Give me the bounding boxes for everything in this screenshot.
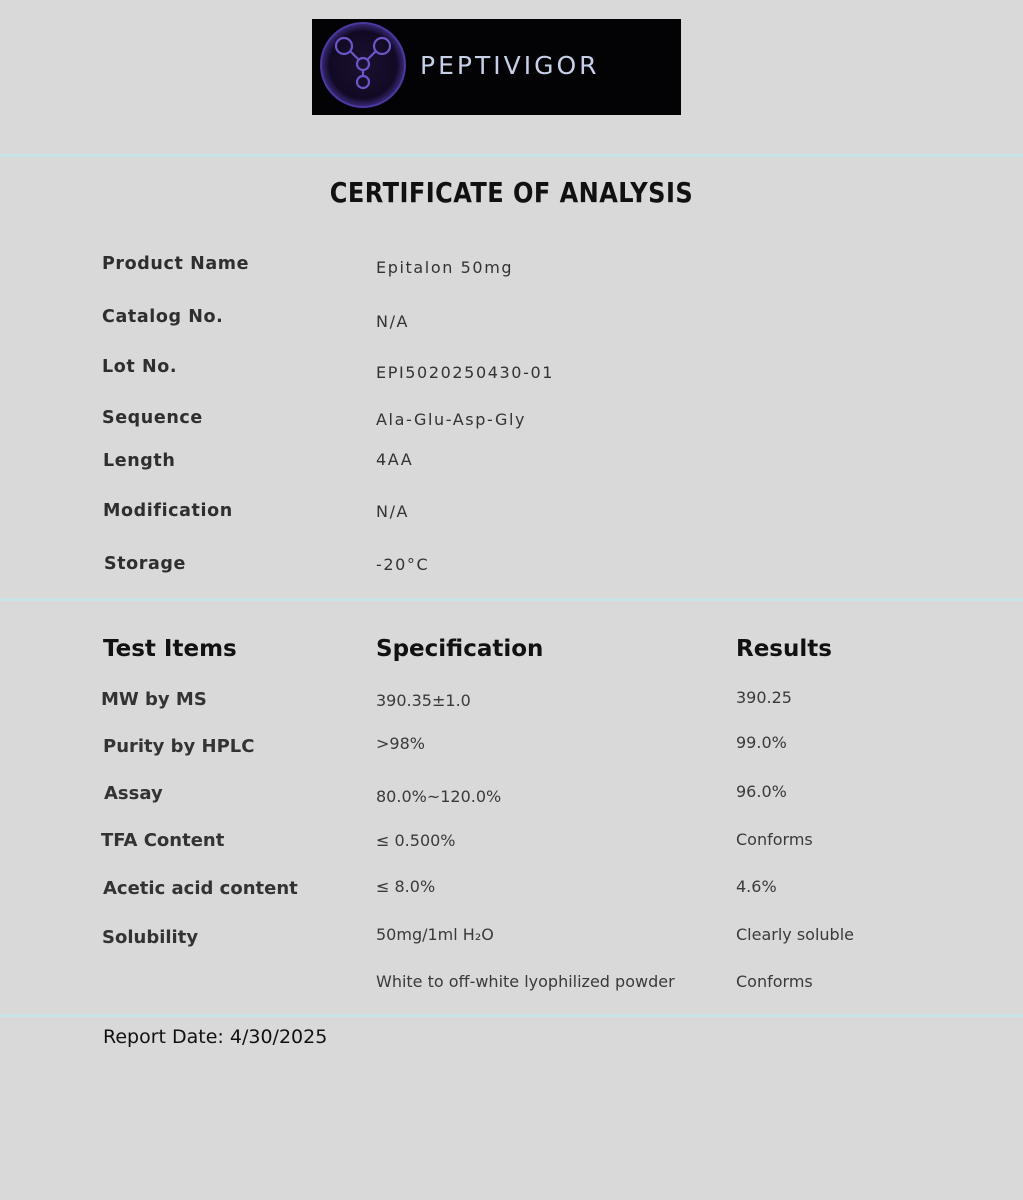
test-item-specification: ≤ 0.500% [376,831,456,850]
test-item-result: Clearly soluble [736,925,854,944]
header-results: Results [736,636,832,662]
modification-label: Modification [103,501,233,521]
sequence-value: Ala-Glu-Asp-Gly [376,410,527,429]
storage-label: Storage [104,554,187,574]
lot-no-value: EPI5020250430-01 [376,363,555,382]
storage-value: -20°C [376,555,430,574]
test-item-specification: White to off-white lyophilized powder [376,972,675,991]
test-item-name: MW by MS [101,689,207,710]
test-item-name: Purity by HPLC [103,736,255,757]
molecule-icon [312,19,412,115]
test-item-name: Assay [104,783,163,804]
sequence-label: Sequence [102,408,203,428]
test-item-result: Conforms [736,830,813,849]
test-item-specification: >98% [376,734,425,753]
test-item-name: Acetic acid content [103,878,298,899]
report-date: Report Date: 4/30/2025 [103,1026,328,1048]
lot-no-label: Lot No. [102,357,178,377]
test-item-result: 96.0% [736,782,787,801]
divider-bottom [0,1014,1023,1017]
test-item-result: 4.6% [736,877,777,896]
length-value: 4AA [376,450,414,469]
test-item-result: 99.0% [736,733,787,752]
test-item-specification: ≤ 8.0% [376,877,436,896]
test-item-specification: 390.35±1.0 [376,691,471,710]
brand-logo [312,19,681,115]
modification-value: N/A [376,502,410,521]
product-name-label: Product Name [102,254,250,274]
test-item-specification: 80.0%~120.0% [376,787,502,806]
test-item-result: Conforms [736,972,813,991]
header-specification: Specification [376,636,544,662]
product-name-value: Epitalon 50mg [376,258,514,277]
test-item-name: Solubility [102,927,199,948]
test-item-result: 390.25 [736,688,792,707]
catalog-no-value: N/A [376,312,410,331]
header-test-items: Test Items [103,636,237,662]
test-item-name: TFA Content [101,830,225,851]
catalog-no-label: Catalog No. [102,307,224,327]
brand-name: PEPTIVIGOR [420,51,600,80]
divider-top [0,154,1023,157]
page-title: CERTIFICATE OF ANALYSIS [329,176,694,209]
length-label: Length [103,451,176,471]
divider-middle [0,598,1023,601]
test-item-specification: 50mg/1ml H₂O [376,925,494,944]
